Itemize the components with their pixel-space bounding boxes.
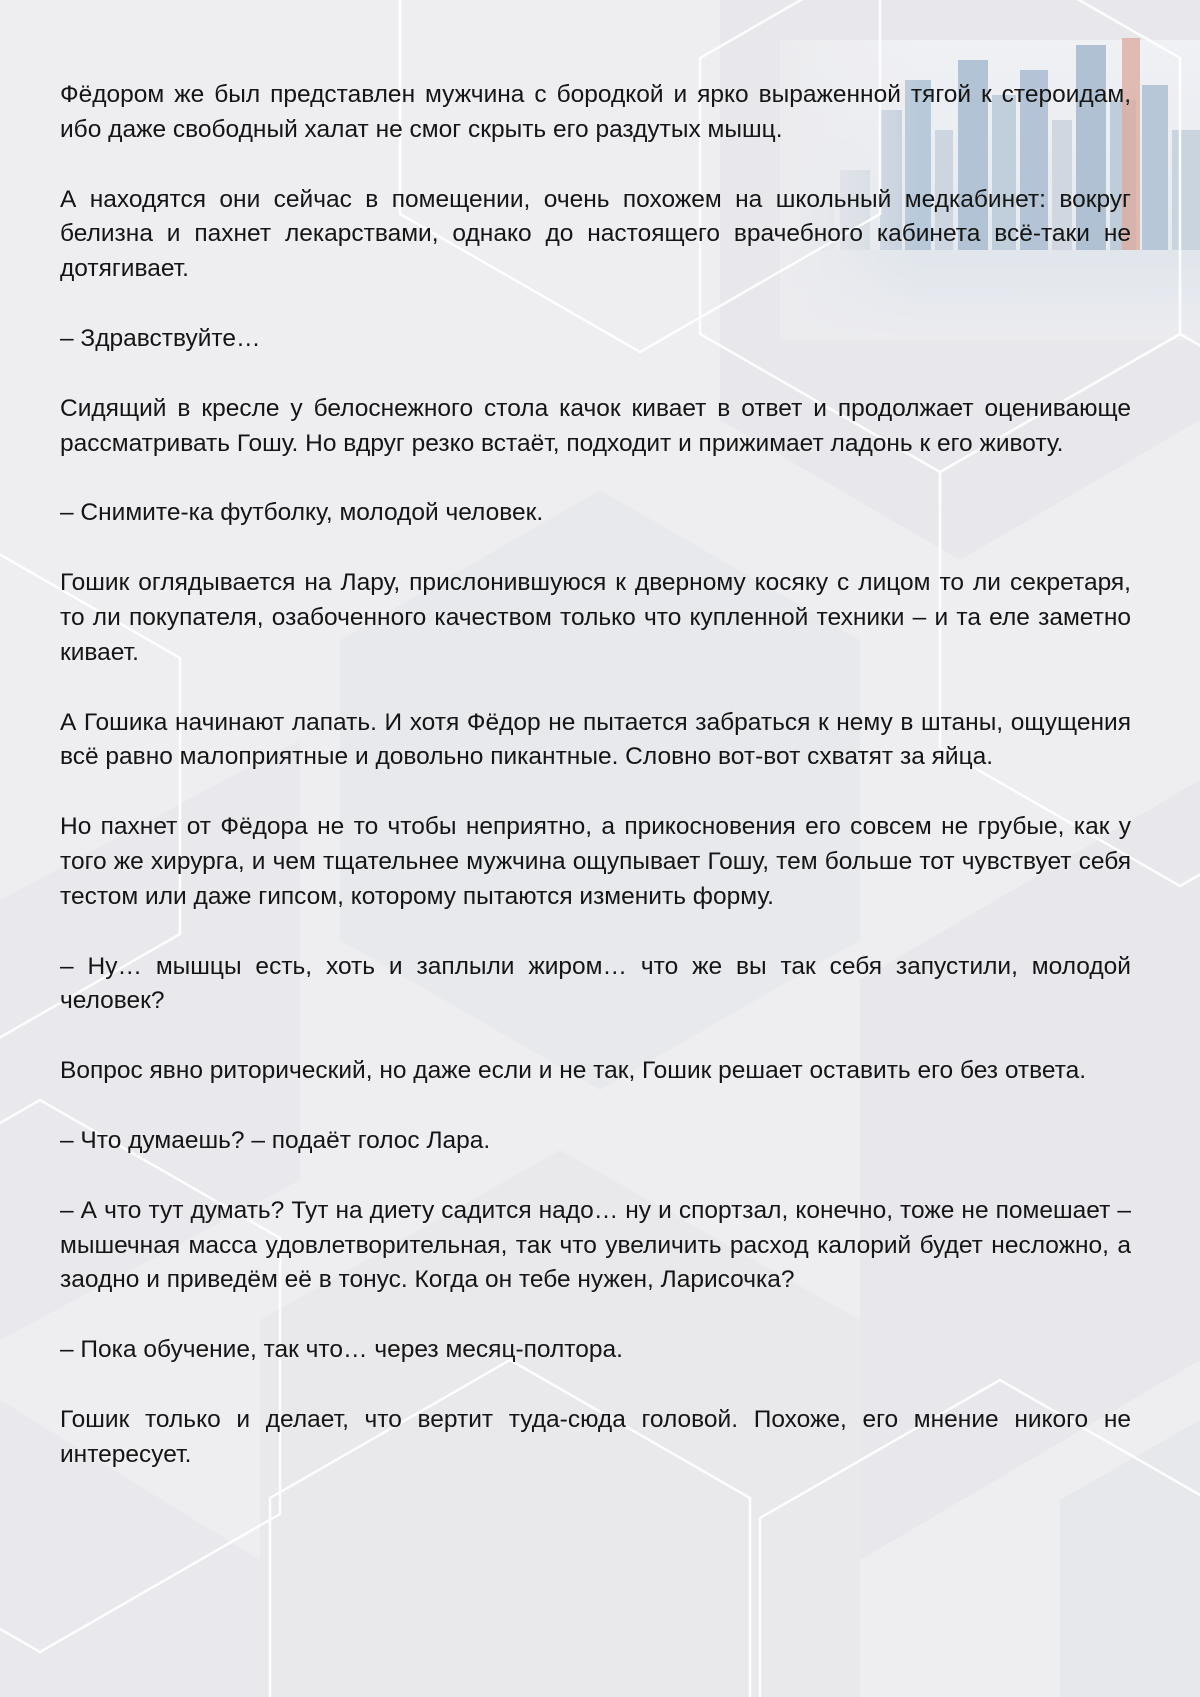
paragraph: – А что тут думать? Тут на диету садится надо… ну и спортзал, конечно, тоже не помешает – мышечная масса удовлетворительная, так что увеличить расход калорий будет несложно, а заодно и приведём её в тонус. Когда он тебе нужен, Ларисочка? bbox=[60, 1196, 1131, 1294]
paragraph: А находятся они сейчас в помещении, очень похожем на школьный медкабинет: вокруг белизна и пахнет лекарствами, однако до настоящего врачебного кабинета всё-таки не дотягивает. bbox=[60, 185, 1131, 283]
paragraph: А Гошика начинают лапать. И хотя Фёдор не пытается забраться к нему в штаны, ощущения всё равно малоприятные и довольно пикантные. Словно вот-вот схватят за яйца. bbox=[60, 708, 1131, 771]
paragraph: Вопрос явно риторический, но даже если и не так, Гошик решает оставить его без ответа. bbox=[60, 1057, 1087, 1085]
paragraph: – Здравствуйте… bbox=[60, 324, 261, 352]
paragraph: Гошик только и делает, что вертит туда-сюда головой. Похоже, его мнение никого не интересует. bbox=[60, 1405, 1131, 1468]
paragraph: – Что думаешь? – подаёт голос Лара. bbox=[60, 1126, 491, 1154]
paragraph: – Пока обучение, так что… через месяц-полтора. bbox=[60, 1336, 623, 1364]
paragraph: Гошик оглядывается на Лару, прислонившуюся к дверному косяку с лицом то ли секретаря, то ли покупателя, озабоченного качеством только что купленной техники – и та еле заметно кивает. bbox=[60, 569, 1131, 666]
paragraph: – Ну… мышцы есть, хоть и заплыли жиром… что же вы так себя запустили, молодой человек? bbox=[60, 952, 1131, 1015]
paragraph: – Снимите-ка футболку, молодой человек. bbox=[60, 499, 544, 527]
paragraph: Фёдором же был представлен мужчина с бородкой и ярко выраженной тягой к стероидам, ибо даже свободный халат не смог скрыть его раздутых мышц. bbox=[60, 81, 1131, 143]
document-body bbox=[60, 78, 1131, 1508]
paragraph: Но пахнет от Фёдора не то чтобы неприятно, а прикосновения его совсем не грубые, как у того же хирурга, и чем тщательнее мужчина ощупывает Гошу, тем больше тот чувствует себя тестом или даже гипсом, которому пытаются изменить форму. bbox=[60, 813, 1131, 910]
paragraph: Сидящий в кресле у белоснежного стола качок кивает в ответ и продолжает оценивающе рассматривать Гошу. Но вдруг резко встаёт, подходит и прижимает ладонь к его животу. bbox=[60, 394, 1131, 457]
